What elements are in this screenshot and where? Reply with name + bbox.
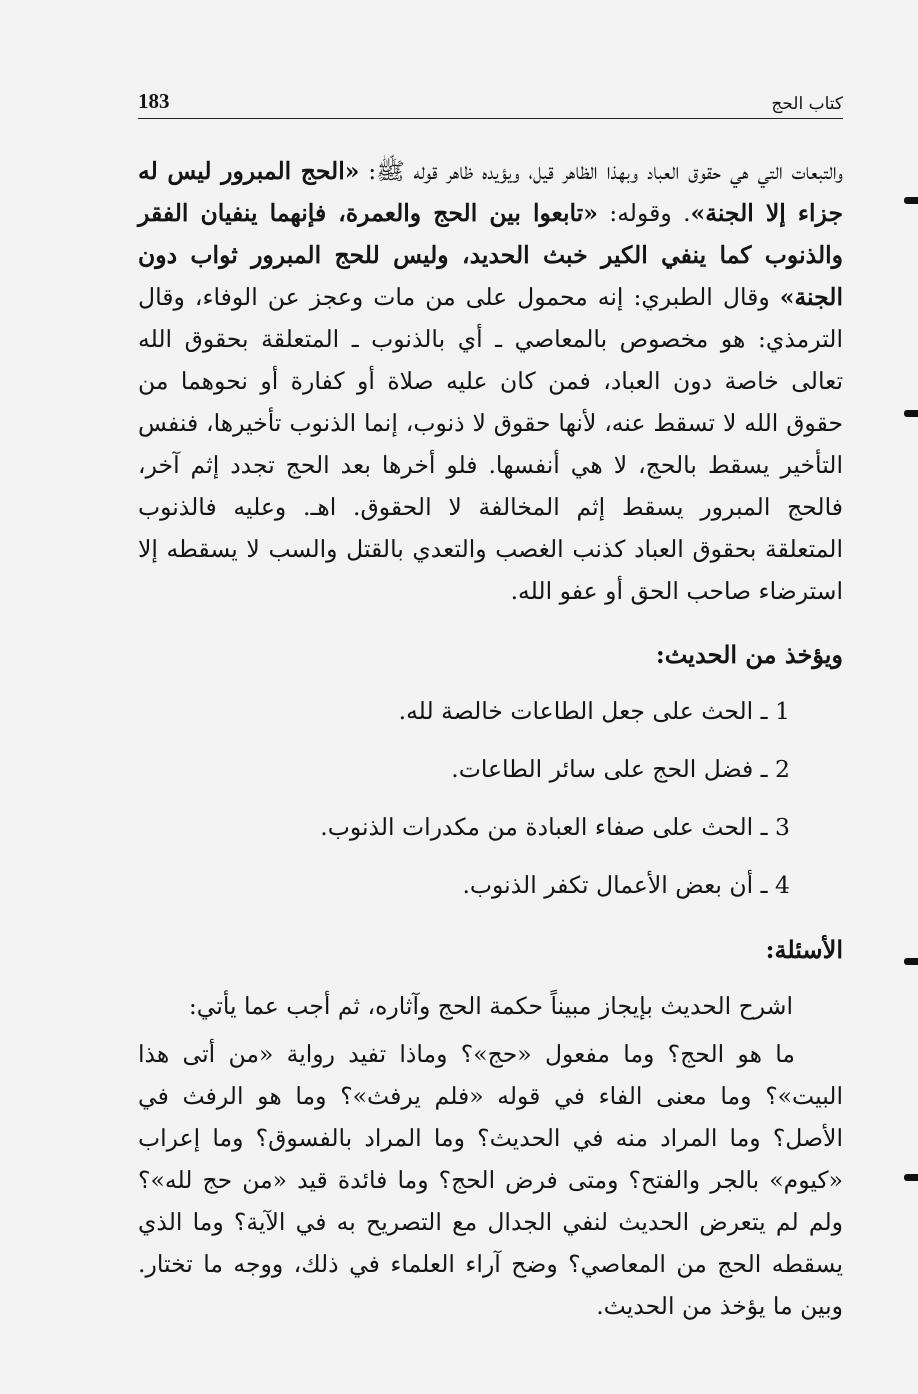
text-run: . وقوله: [597, 199, 691, 227]
hadith-quote: «تابعوا بين الحج والعمرة، فإنهما ينفيان الفقر والذنوب كما ينفي الكير خبث الحديد، وليس للحج المبرور ثواب دون الجنة» [138, 199, 843, 311]
lesson-item: 2 ـ فضل الحج على سائر الطاعات. [451, 755, 790, 783]
lessons-list [320, 690, 790, 922]
lessons-heading: ويؤخذ من الحديث: [655, 640, 843, 669]
commentary-paragraph [138, 150, 843, 612]
questions-paragraph: ما هو الحج؟ وما مفعول «حج»؟ وماذا تفيد رواية «من أتى هذا البيت»؟ وما معنى الفاء في قوله «فلم يرفث»؟ وما هو الرفث في الأصل؟ وما المراد منه في الحديث؟ وما المراد بالفسوق؟ وما إعراب «كيوم» بالجر والفتح؟ ومتى فرض الحج؟ وما فائدة قيد «من حج لله»؟ ولم لم يتعرض الحديث لنفي الجدال مع التصريح به في الآية؟ وما الذي يسقطه الحج من المعاصي؟ وضح آراء العلماء في ذلك، ووجه ما تختار. وبين ما يؤخذ من الحديث. [138, 1040, 843, 1320]
edge-tab-mark [904, 1174, 918, 1181]
text-run: والتبعات التي هي حقوق العباد وبهذا الظاهر قيل، ويؤيده ظاهر قوله ﷺ: [359, 157, 843, 185]
section-title: كتاب الحج [771, 94, 843, 114]
lesson-item: 3 ـ الحث على صفاء العبادة من مكدرات الذنوب. [320, 813, 790, 841]
questions-intro: اشرح الحديث بإيجاز مبيناً حكمة الحج وآثاره، ثم أجب عما يأتي: [188, 992, 793, 1020]
lesson-item: 4 ـ أن بعض الأعمال تكفر الذنوب. [462, 871, 790, 899]
text-run: وقال الطبري: إنه محمول على من مات وعجز عن الوفاء، وقال الترمذي: هو مخصوص بالمعاصي ـ أي بالذنوب ـ المتعلقة بحقوق الله تعالى خاصة دون العباد، فمن كان عليه صلاة أو كفارة أو نحوهما من حقوق الله لا تسقط عنه، لأنها حقوق لا ذنوب، إنما الذنوب تأخيرها، فنفس التأخير يسقط بالحج، لا هي أنفسها. فلو أخرها بعد الحج تجدد إثم آخر، فالحج المبرور يسقط إثم المخالفة لا الحقوق. اهـ. وعليه فالذنوب المتعلقة بحقوق العباد كذنب الغصب والتعدي بالقتل والسب لا يسقطه إلا استرضاء صاحب الحق أو عفو الله. [138, 283, 843, 605]
questions-heading: الأسئلة: [765, 935, 843, 964]
page-number: 183 [138, 89, 170, 113]
hadith-quote: «الحج المبرور ليس له جزاء إلا الجنة» [138, 157, 843, 227]
edge-tab-mark [904, 410, 918, 417]
lesson-item: 1 ـ الحث على جعل الطاعات خالصة لله. [398, 697, 790, 725]
commentary-text [138, 150, 843, 612]
edge-tab-mark [904, 958, 918, 965]
running-header [138, 88, 843, 119]
edge-tab-mark [904, 197, 918, 204]
